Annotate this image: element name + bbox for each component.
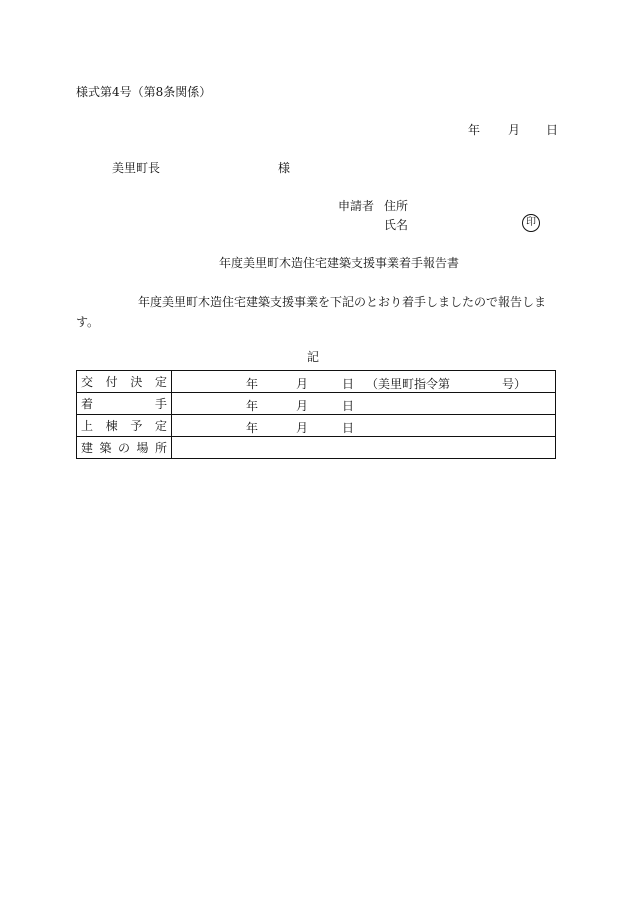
day-label: 日	[342, 399, 355, 413]
recipient-title: 美里町長	[112, 161, 161, 175]
table-row	[77, 393, 556, 415]
row-label-joto: 上 棟 予 定	[77, 415, 172, 437]
day-label: 日	[342, 377, 355, 391]
day-label: 日	[342, 421, 355, 435]
applicant-label: 申請者	[338, 199, 375, 213]
row-value-joto[interactable]	[172, 415, 556, 437]
row-label-chakushu: 着 手	[77, 393, 172, 415]
ki-heading: 記	[307, 350, 320, 364]
table-row	[77, 415, 556, 437]
date-day: 日	[546, 123, 559, 137]
table-row	[77, 371, 556, 393]
address-label: 住所	[384, 199, 409, 213]
row-label-basho: 建 築 の 場 所	[77, 437, 172, 459]
month-label: 月	[296, 421, 309, 435]
row-value-chakushu[interactable]	[172, 393, 556, 415]
name-label: 氏名	[384, 218, 409, 232]
directive-number-label: （美里町指令第	[366, 377, 451, 391]
date-year: 年	[468, 123, 481, 137]
directive-number-end: 号）	[502, 377, 527, 391]
table-row	[77, 437, 556, 459]
form-number: 様式第4号（第8条関係）	[76, 85, 212, 99]
row-label-kofu: 交 付 決 定	[77, 371, 172, 393]
year-label: 年	[246, 399, 259, 413]
month-label: 月	[296, 399, 309, 413]
row-value-kofu[interactable]	[172, 371, 556, 393]
year-label: 年	[246, 421, 259, 435]
body-text: 年度美里町木造住宅建築支援事業を下記のとおり着手しましたので報告します。	[76, 295, 547, 329]
document-title: 年度美里町木造住宅建築支援事業着手報告書	[219, 256, 460, 270]
date-line	[468, 123, 558, 137]
month-label: 月	[296, 377, 309, 391]
seal-mark: 印	[522, 214, 540, 232]
recipient-honorific: 様	[278, 161, 291, 175]
date-month: 月	[508, 123, 521, 137]
details-table	[76, 370, 556, 459]
row-value-basho[interactable]	[172, 437, 556, 459]
year-label: 年	[246, 377, 259, 391]
